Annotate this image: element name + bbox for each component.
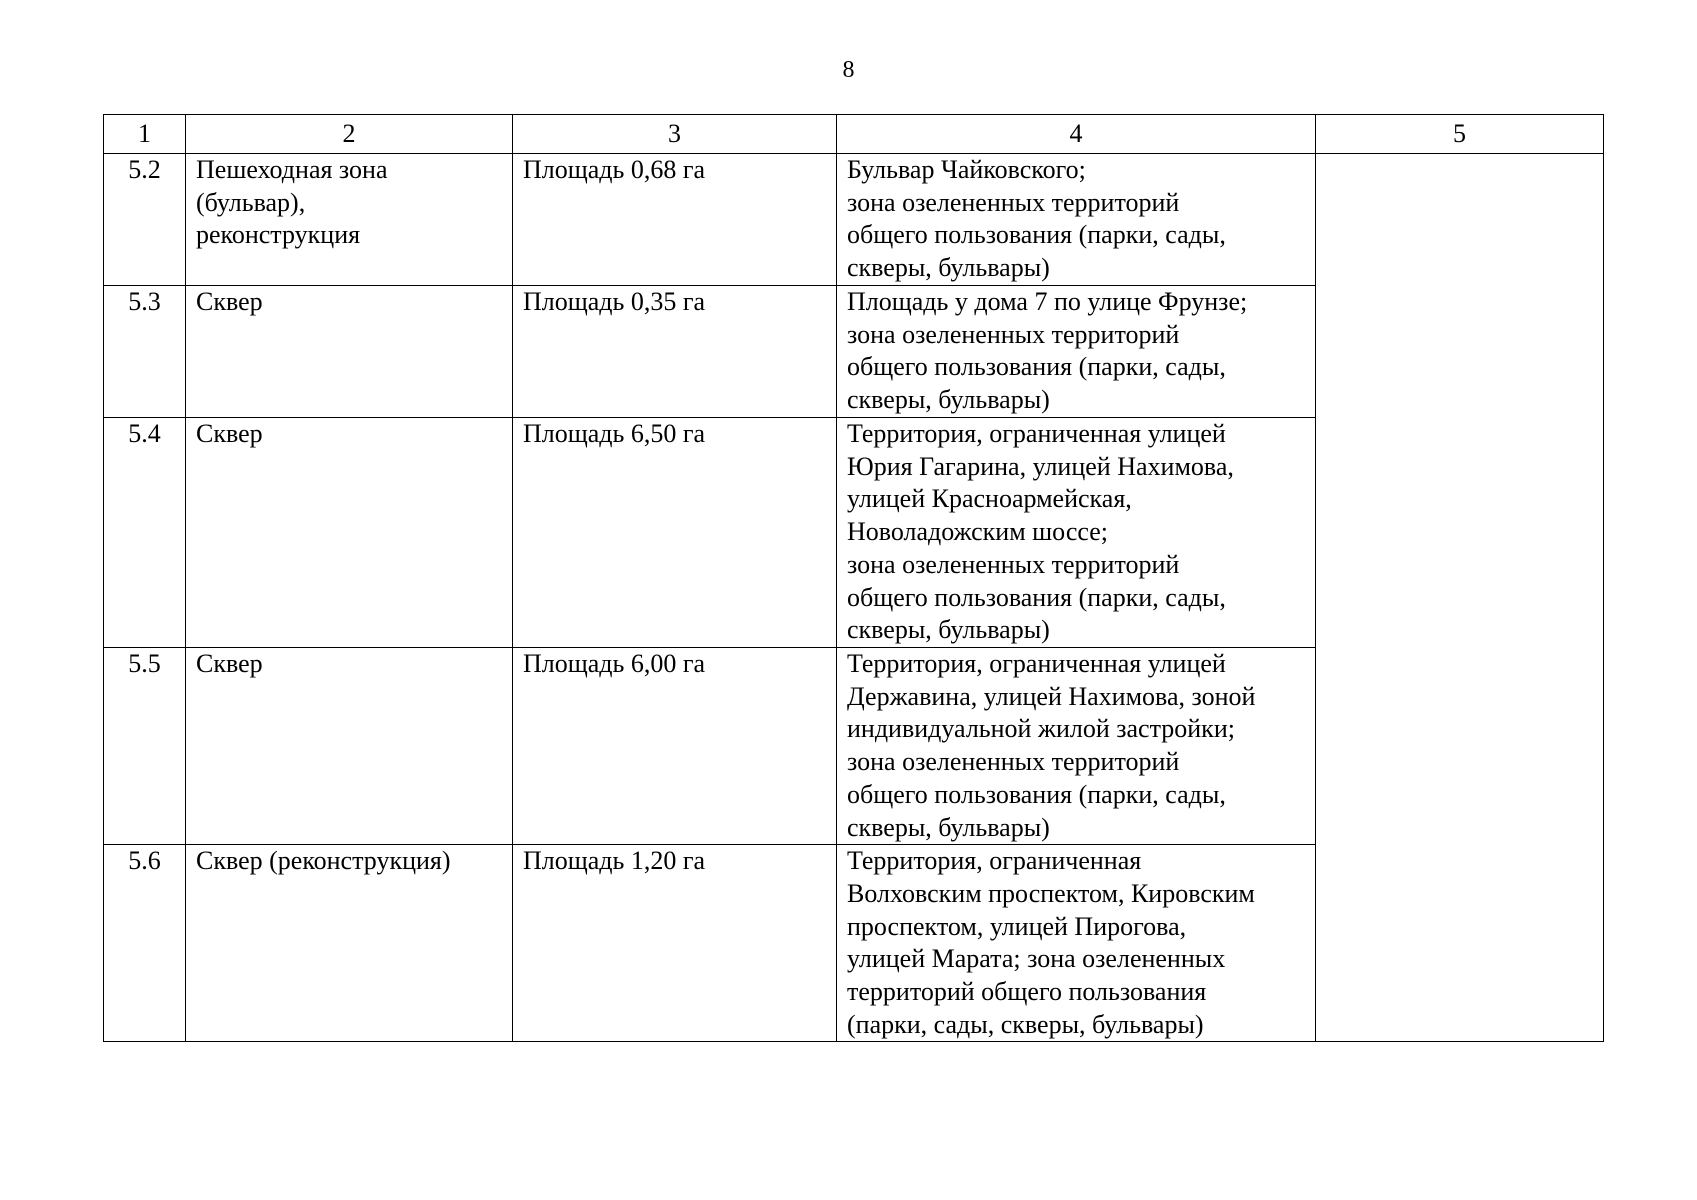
row-number: 5.3	[104, 286, 186, 418]
table-body	[104, 154, 1604, 1042]
header-row	[104, 115, 1604, 154]
page-number: 8	[842, 57, 855, 83]
object-location: Территория, ограниченная улицей Юрия Гагарина, улицей Нахимова, улицей Красноармейская, Новоладожским шоссе; зона озелененных территорий общего пользования (парки, сады, скверы, бульвары)	[837, 418, 1316, 648]
object-name: Пешеходная зона (бульвар), реконструкция	[186, 154, 513, 286]
object-location: Площадь у дома 7 по улице Фрунзе; зона озелененных территорий общего пользования (парки, сады, скверы, бульвары)	[837, 286, 1316, 418]
object-area: Площадь 0,35 га	[513, 286, 837, 418]
column-5-cell	[1316, 154, 1604, 1042]
object-name: Сквер (реконструкция)	[186, 845, 513, 1042]
header-col-1: 1	[104, 115, 186, 154]
object-location: Территория, ограниченная улицей Державина, улицей Нахимова, зоной индивидуальной жилой застройки; зона озелененных территорий общего пользования (парки, сады, скверы, бульвары)	[837, 648, 1316, 845]
row-number: 5.6	[104, 845, 186, 1042]
object-name: Сквер	[186, 648, 513, 845]
header-col-3: 3	[513, 115, 837, 154]
object-area: Площадь 6,50 га	[513, 418, 837, 648]
object-area: Площадь 1,20 га	[513, 845, 837, 1042]
object-location: Бульвар Чайковского; зона озелененных территорий общего пользования (парки, сады, скверы, бульвары)	[837, 154, 1316, 286]
object-name: Сквер	[186, 286, 513, 418]
object-location: Территория, ограниченная Волховским проспектом, Кировским проспектом, улицей Пирогова, улицей Марата; зона озелененных территорий общего пользования (парки, сады, скверы, бульвары)	[837, 845, 1316, 1042]
object-area: Площадь 6,00 га	[513, 648, 837, 845]
document-table	[103, 114, 1604, 1042]
object-name: Сквер	[186, 418, 513, 648]
row-number: 5.5	[104, 648, 186, 845]
row-number: 5.2	[104, 154, 186, 286]
object-area: Площадь 0,68 га	[513, 154, 837, 286]
row-number: 5.4	[104, 418, 186, 648]
header-col-5: 5	[1316, 115, 1604, 154]
table-row	[104, 154, 1604, 286]
header-col-4: 4	[837, 115, 1316, 154]
table-header	[104, 115, 1604, 154]
header-col-2: 2	[186, 115, 513, 154]
